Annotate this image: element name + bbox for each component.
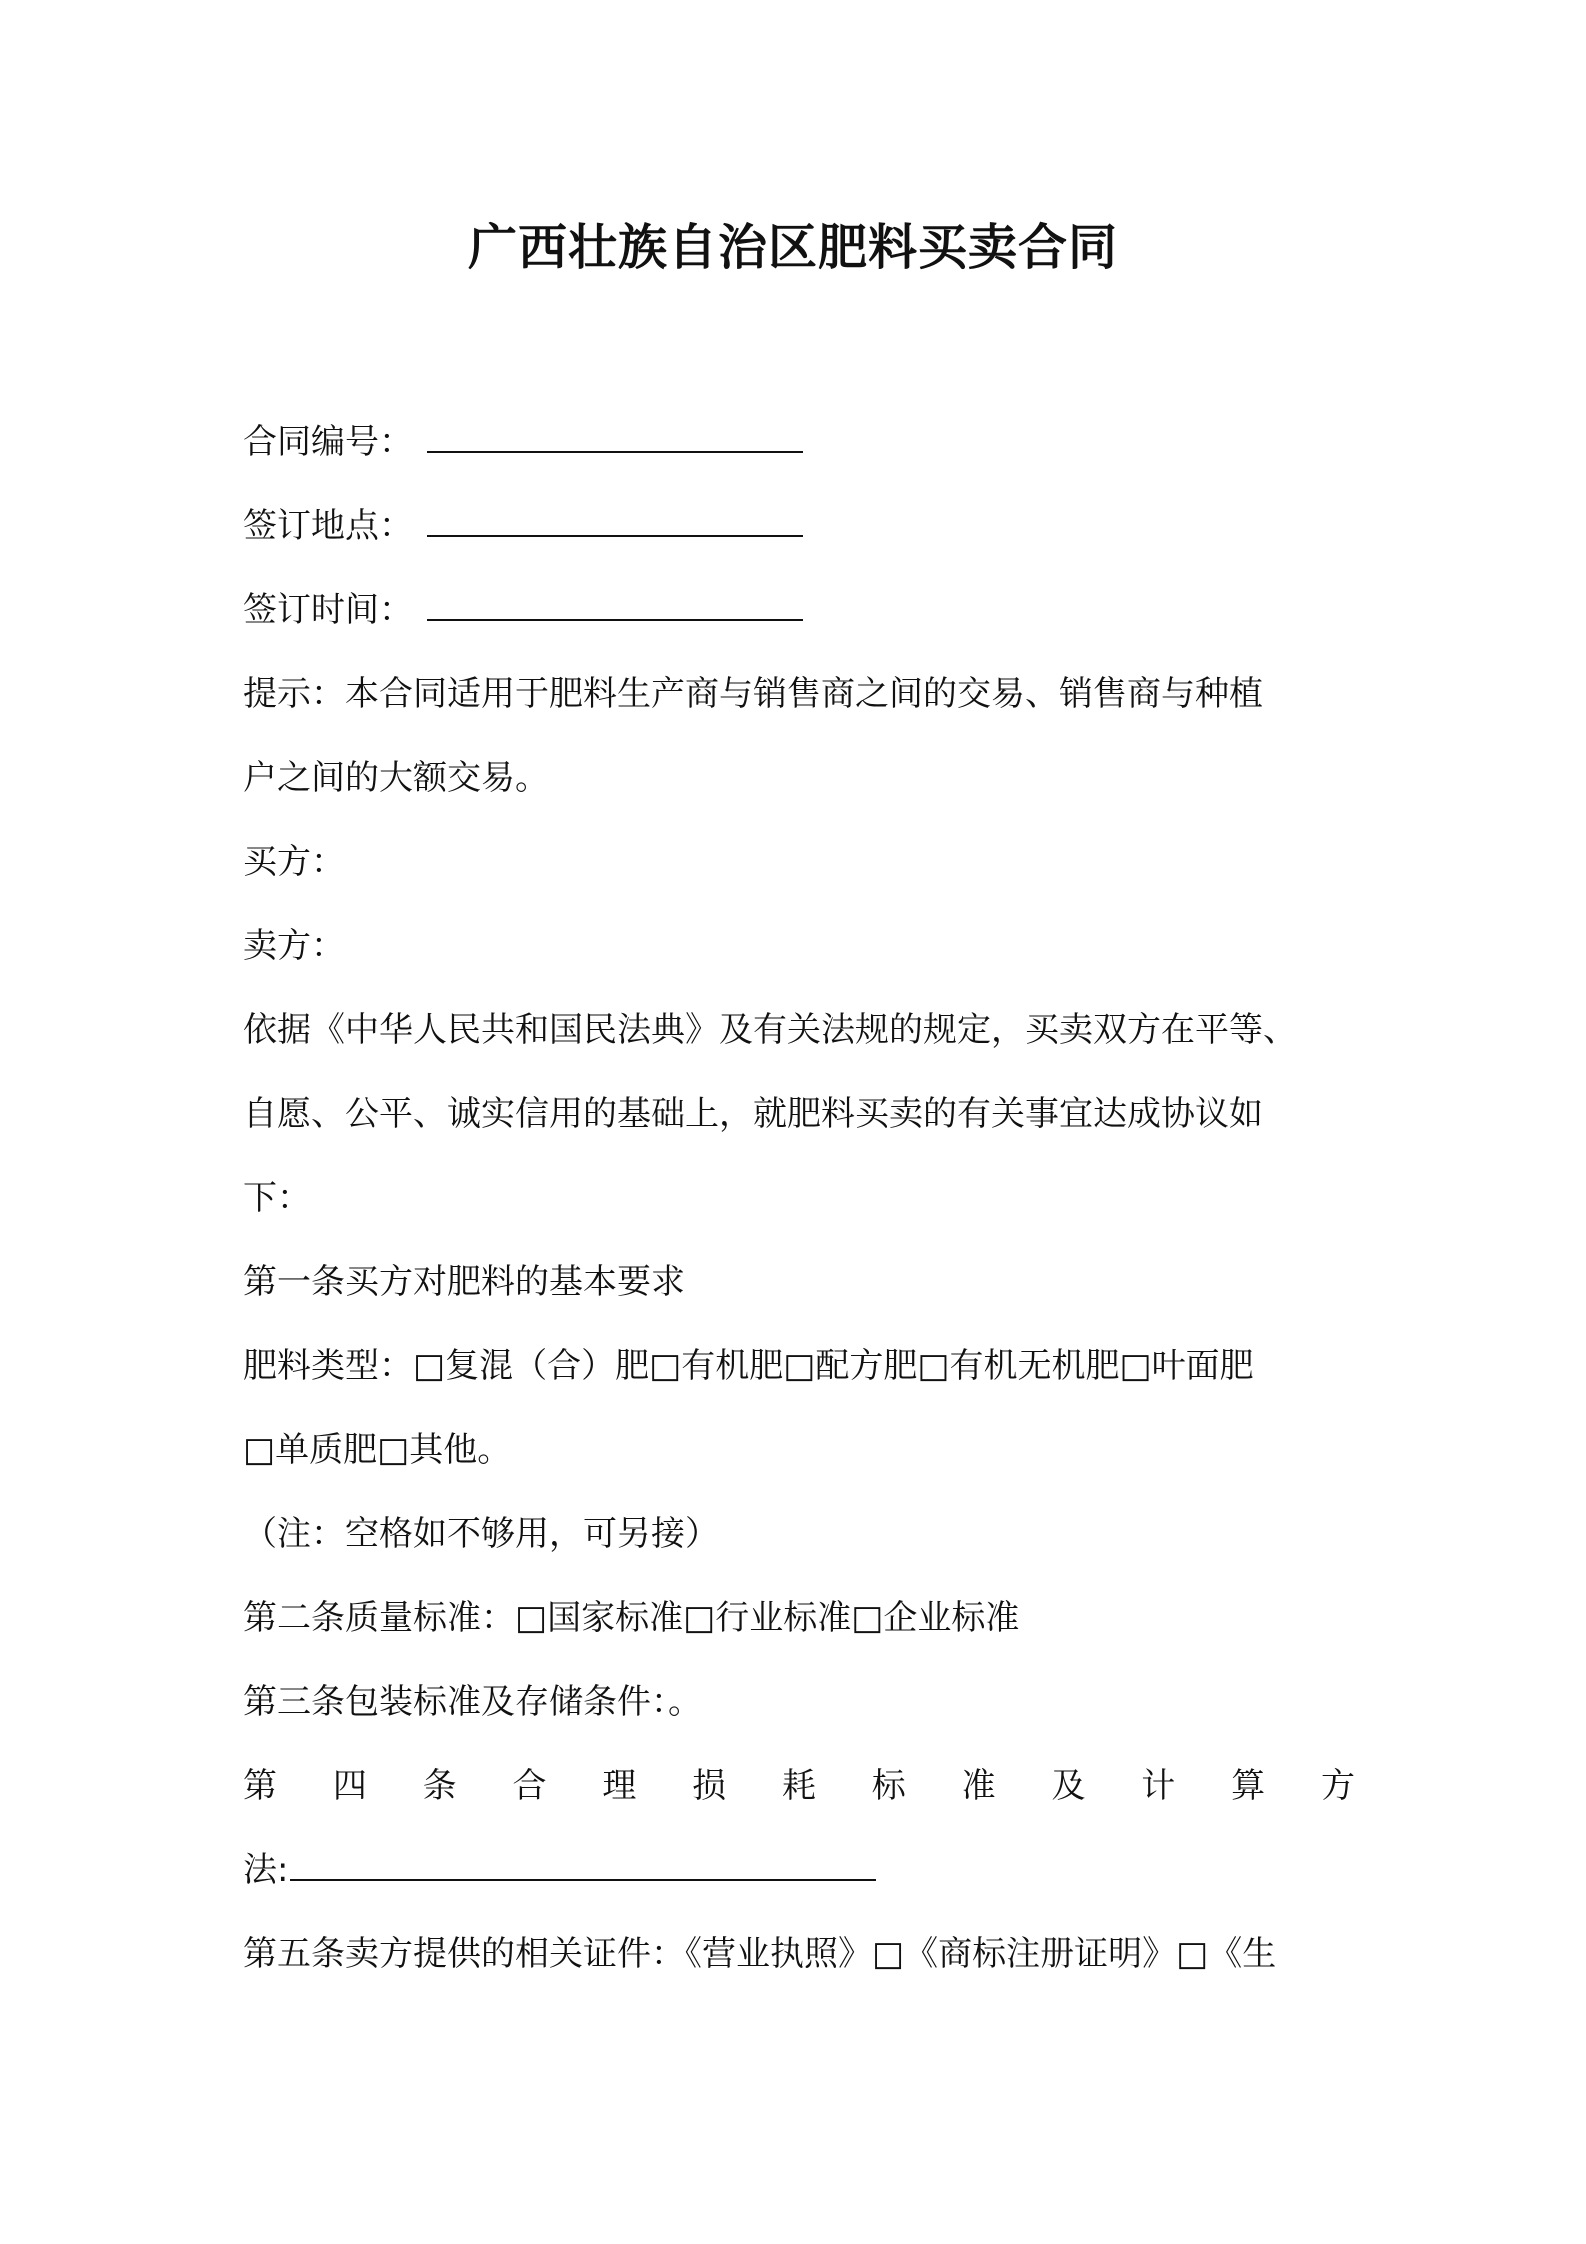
article-4-char: 算	[1231, 1766, 1266, 1806]
hint-line-1: 提示：本合同适用于肥料生产商与销售商之间的交易、销售商与种植	[243, 674, 1263, 714]
article-4-tail-row	[243, 1848, 1355, 1892]
article-4-char: 四	[332, 1766, 367, 1806]
contract-number-label: 合同编号：	[243, 422, 413, 462]
article-4-char: 及	[1051, 1766, 1086, 1806]
preamble-line-3: 下：	[243, 1178, 311, 1218]
article-1-heading: 第一条买方对肥料的基本要求	[243, 1262, 685, 1302]
article-4-blank	[290, 1849, 876, 1881]
seller-label: 卖方：	[243, 926, 345, 966]
fertilizer-types-line-2: □单质肥□其他。	[243, 1430, 512, 1470]
preamble-line-1: 依据《中华人民共和国民法典》及有关法规的规定，买卖双方在平等、	[243, 1010, 1297, 1050]
document-title: 广西壮族自治区肥料买卖合同	[467, 219, 1118, 276]
article-4-char: 方	[1320, 1766, 1355, 1806]
article-5-certificates: 第五条卖方提供的相关证件：《营业执照》□《商标注册证明》□《生	[243, 1934, 1277, 1974]
sign-place-label: 签订地点：	[243, 506, 413, 546]
article-4-heading	[243, 1764, 1355, 1808]
sign-time-blank	[427, 589, 803, 621]
buyer-label: 买方：	[243, 842, 345, 882]
article-4-char: 理	[602, 1766, 637, 1806]
article-4-tail: 法:	[243, 1850, 289, 1890]
article-4-char: 损	[692, 1766, 727, 1806]
preamble-line-2: 自愿、公平、诚实信用的基础上，就肥料买卖的有关事宜达成协议如	[243, 1094, 1263, 1134]
article-4-char: 第	[243, 1766, 277, 1806]
article-4-char: 合	[512, 1766, 547, 1806]
article-4-char: 准	[961, 1766, 996, 1806]
fertilizer-types-line-1: 肥料类型：□复混（合）肥□有机肥□配方肥□有机无机肥□叶面肥	[243, 1346, 1254, 1386]
article-1-note: （注：空格如不够用，可另接）	[243, 1514, 719, 1554]
sign-place-row	[243, 504, 1355, 548]
article-4-char: 条	[422, 1766, 457, 1806]
article-4-char: 标	[871, 1766, 906, 1806]
sign-time-label: 签订时间：	[243, 590, 413, 630]
contract-number-row	[243, 420, 1355, 464]
article-3-packaging: 第三条包装标准及存储条件：。	[243, 1682, 702, 1722]
article-4-char: 计	[1141, 1766, 1176, 1806]
hint-line-2: 户之间的大额交易。	[243, 758, 549, 798]
contract-number-blank	[427, 421, 803, 453]
sign-place-blank	[427, 505, 803, 537]
article-2-quality-standard: 第二条质量标准：□国家标准□行业标准□企业标准	[243, 1598, 1020, 1638]
sign-time-row	[243, 588, 1355, 632]
article-4-char: 耗	[781, 1766, 816, 1806]
